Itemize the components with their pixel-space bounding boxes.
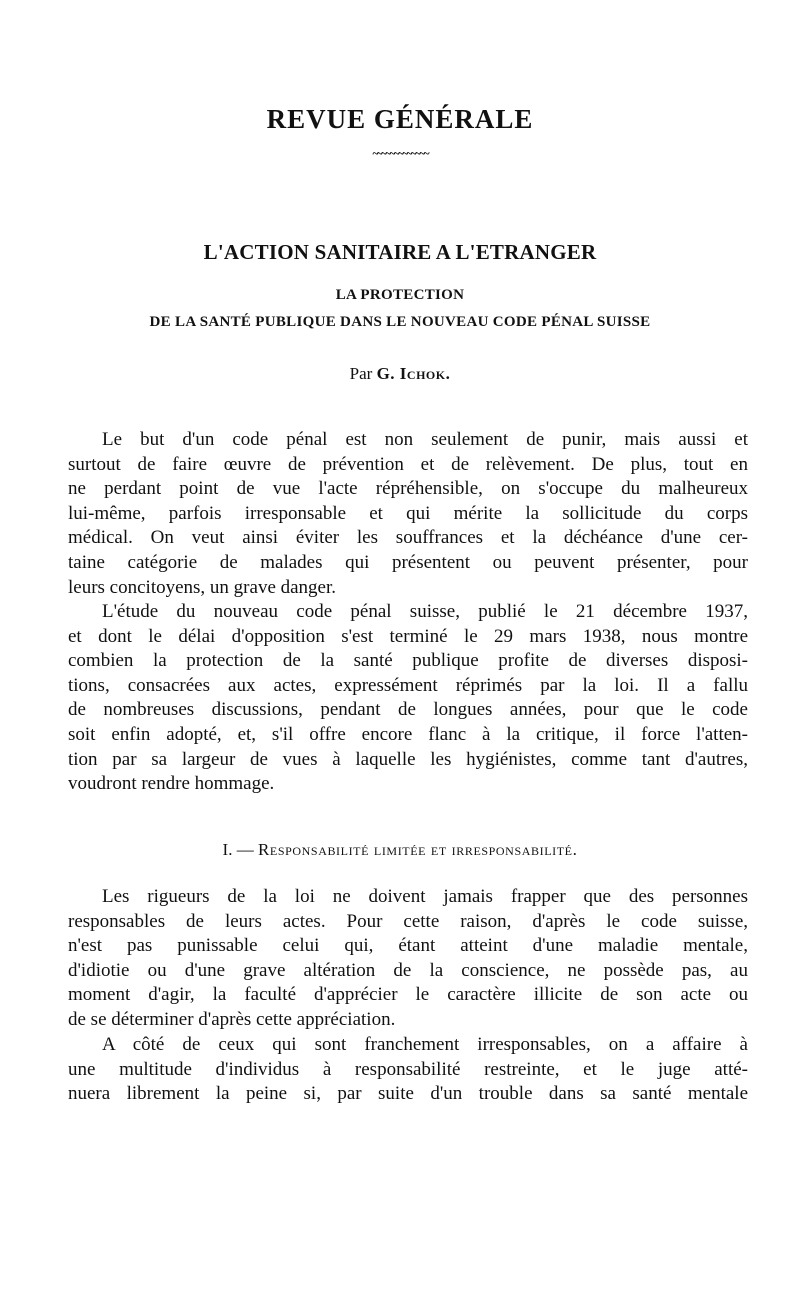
text-line: nuera librement la peine si, par suite d'un trouble dans sa santé mentale xyxy=(68,1083,748,1105)
author-name: G. Ichok. xyxy=(376,364,451,383)
page-title: REVUE GÉNÉRALE xyxy=(266,104,534,134)
text-line: et dont le délai d'opposition s'est terminé le 29 mars 1938, nous montre xyxy=(68,625,748,647)
text-line: Les rigueurs de la loi ne doivent jamais frapper que des personnes xyxy=(102,886,748,907)
text-line: de nombreuses discussions, pendant de longues années, pour que le code xyxy=(68,699,748,721)
text-line: Le but d'un code pénal est non seulement de punir, mais aussi et xyxy=(102,429,748,450)
text-line: surtout de faire œuvre de prévention et de relèvement. De plus, tout en xyxy=(68,453,748,475)
text-line: taine catégorie de malades qui présentent ou peuvent présenter, pour xyxy=(68,551,748,573)
text-line: lui-même, parfois irresponsable et qui mérite la sollicitude du corps xyxy=(68,502,748,524)
text-line: A côté de ceux qui sont franchement irresponsables, on a affaire à xyxy=(102,1034,748,1055)
text-line: combien la protection de la santé publique profite de diverses disposi- xyxy=(68,650,748,672)
text-line: n'est pas punissable celui qui, étant atteint d'une maladie mentale, xyxy=(68,935,748,957)
section-heading xyxy=(0,840,800,860)
text-line: soit enfin adopté, et, s'il offre encore flanc à la critique, il force l'atten- xyxy=(68,723,748,745)
text-line: tion par sa largeur de vues à laquelle les hygiénistes, comme tant d'autres, xyxy=(68,748,748,770)
section-number: I. — xyxy=(222,840,254,859)
author-byline xyxy=(0,364,800,384)
text-line: moment d'agir, la faculté d'apprécier le caractère illicite de son acte ou xyxy=(68,984,748,1006)
article-title: L'ACTION SANITAIRE A L'ETRANGER xyxy=(203,240,597,264)
text-line: responsables de leurs actes. Pour cette raison, d'après le code suisse, xyxy=(68,910,748,932)
title-ornament: ~~~~~~~~~~~~~ xyxy=(372,146,428,160)
paragraph-3 xyxy=(68,885,748,1033)
article-subtitle-line-1: LA PROTECTION xyxy=(335,287,465,303)
paragraph-2 xyxy=(68,600,748,797)
article-subtitle-line-2: DE LA SANTÉ PUBLIQUE DANS LE NOUVEAU CODE PÉNAL SUISSE xyxy=(149,314,651,330)
paragraph-1 xyxy=(68,428,748,600)
section-title: Responsabilité limitée et irresponsabilité. xyxy=(257,840,578,859)
text-line: d'idiotie ou d'une grave altération de la conscience, ne possède pas, au xyxy=(68,959,748,981)
text-line: leurs concitoyens, un grave danger. xyxy=(68,576,337,598)
text-line: voudront rendre hommage. xyxy=(68,773,275,795)
author-prefix: Par xyxy=(349,364,373,383)
text-line: médical. On veut ainsi éviter les souffrances et la déchéance d'une cer- xyxy=(68,527,748,549)
text-line: L'étude du nouveau code pénal suisse, publié le 21 décembre 1937, xyxy=(102,601,748,622)
text-line: une multitude d'individus à responsabilité restreinte, et le juge atté- xyxy=(68,1058,748,1080)
text-line: de se déterminer d'après cette appréciation. xyxy=(68,1008,396,1030)
paragraph-4 xyxy=(68,1033,748,1107)
text-line: tions, consacrées aux actes, expressément réprimés par la loi. Il a fallu xyxy=(68,674,748,696)
text-line: ne perdant point de vue l'acte répréhensible, on s'occupe du malheureux xyxy=(68,478,748,500)
